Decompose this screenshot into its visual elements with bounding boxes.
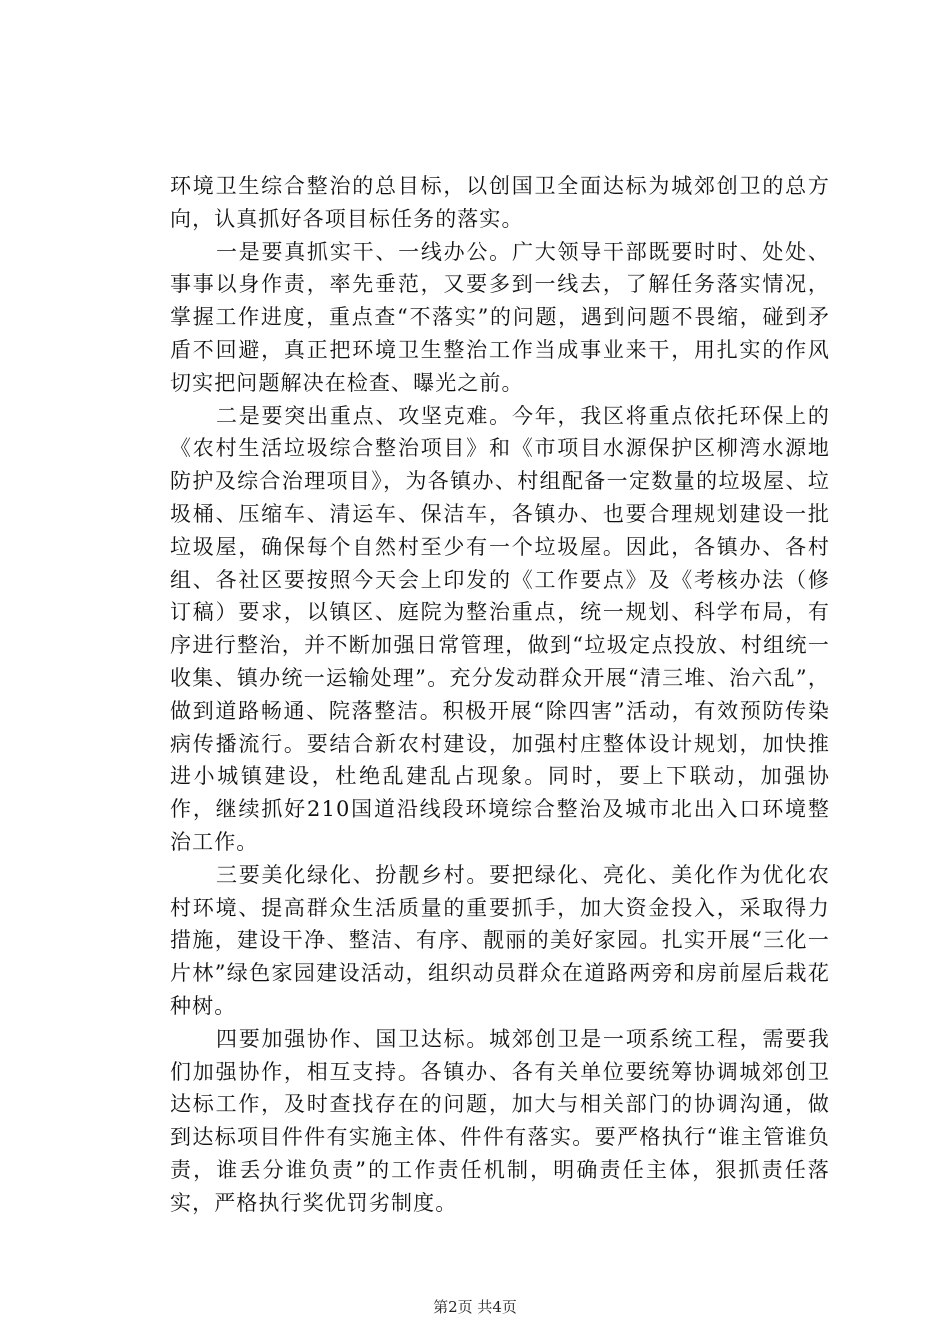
paragraph-intro: 环境卫生综合整治的总目标，以创国卫全面达标为城郊创卫的总方向，认真抓好各项目标任务的落实。	[170, 174, 830, 231]
page-footer: 第2页 共4页	[433, 1298, 517, 1316]
paragraph-point-three: 三要美化绿化、扮靓乡村。要把绿化、亮化、美化作为优化农村环境、提高群众生活质量的重要抓手，加大资金投入，采取得力措施，建设干净、整洁、有序、靓丽的美好家园。扎实开展“三化一片林”绿色家园建设活动，组织动员群众在道路两旁和房前屋后栽花种树。	[170, 862, 830, 1018]
document-body	[170, 170, 830, 1220]
paragraph-point-two: 二是要突出重点、攻坚克难。今年，我区将重点依托环保上的《农村生活垃圾综合整治项目》和《市项目水源保护区柳湾水源地防护及综合治理项目》，为各镇办、村组配备一定数量的垃圾屋、垃圾桶、压缩车、清运车、保洁车，各镇办、也要合理规划建设一批垃圾屋，确保每个自然村至少有一个垃圾屋。因此，各镇办、各村组、各社区要按照今天会上印发的《工作要点》及《考核办法（修订稿）要求，以镇区、庭院为整治重点，统一规划、科学布局，有序进行整治，并不断加强日常管理，做到“垃圾定点投放、村组统一收集、镇办统一运输处理”。充分发动群众开展“清三堆、治六乱”，做到道路畅通、院落整洁。积极开展“除四害”活动，有效预防传染病传播流行。要结合新农村建设，加强村庄整体设计规划，加快推进小城镇建设，杜绝乱建乱占现象。同时，要上下联动，加强协作，继续抓好210国道沿线段环境综合整治及城市北出入口环境整治工作。	[170, 403, 830, 854]
paragraph-point-one: 一是要真抓实干、一线办公。广大领导干部既要时时、处处、事事以身作责，率先垂范，又要多到一线去，了解任务落实情况，掌握工作进度，重点查“不落实”的问题，遇到问题不畏缩，碰到矛盾不回避，真正把环境卫生整治工作当成事业来干，用扎实的作风切实把问题解决在检查、曝光之前。	[170, 239, 830, 395]
paragraph-point-four: 四要加强协作、国卫达标。城郊创卫是一项系统工程，需要我们加强协作，相互支持。各镇办、各有关单位要统筹协调城郊创卫达标工作，及时查找存在的问题，加大与相关部门的协调沟通，做到达标项目件件有实施主体、件件有落实。要严格执行“谁主管谁负责，谁丢分谁负责”的工作责任机制，明确责任主体，狠抓责任落实，严格执行奖优罚劣制度。	[170, 1026, 830, 1215]
